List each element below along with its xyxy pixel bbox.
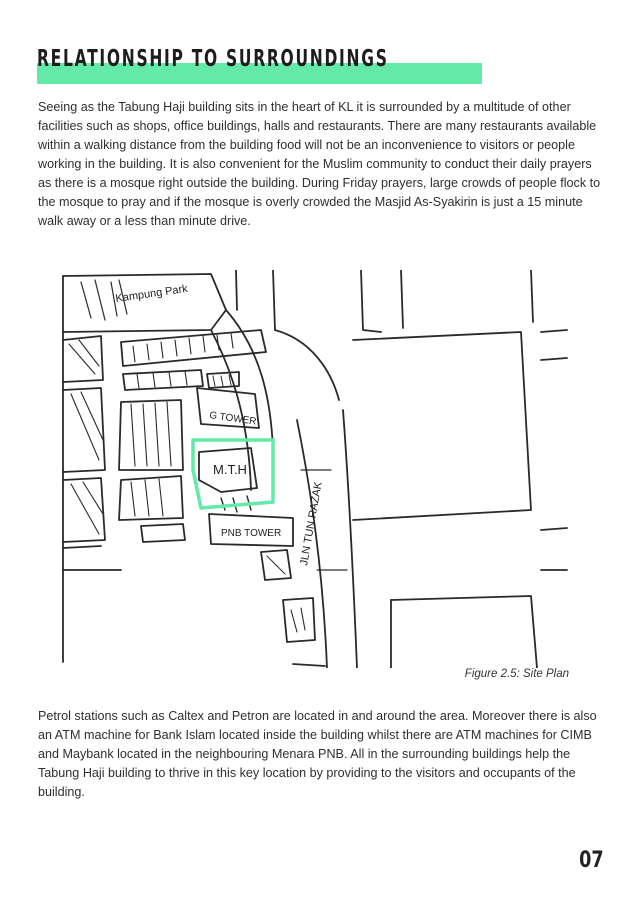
heading-block: [37, 40, 482, 86]
g-tower-label: G TOWER: [208, 410, 258, 428]
closing-paragraph: Petrol stations such as Caltex and Petron are located in and around the area. Moreover there is also an ATM machine for Bank Islam located inside the building whilst there are ATM machines for CIMB and Maybank located in the neighbouring Menara PNB. All in the surrounding buildings help the Tabung Haji building to thrive in this key location by providing to the visitors and occupants of the building.: [38, 709, 597, 799]
mth-label: M.T.H: [213, 462, 247, 477]
jalan-tun-razak-label: JLN TUN RAZAK: [298, 480, 325, 567]
page-number: 07: [579, 848, 604, 873]
page-heading: RELATIONSHIP TO SURROUNDINGS: [37, 44, 389, 72]
kampung-park-label: Kampung Park: [114, 282, 189, 305]
figure-caption: Figure 2.5: Site Plan: [464, 668, 569, 680]
site-plan-sketch: [61, 270, 569, 668]
intro-paragraph: Seeing as the Tabung Haji building sits in the heart of KL it is surrounded by a multitude of other facilities such as shops, office buildings, halls and restaurants. There are many restaurants available within a walking distance from the building food will not be an inconvenience to visitors or people working in the building. It is also convenient for the Muslim community to conduct their daily prayers as there is a mosque right outside the building. During Friday prayers, large crowds of people flock to the mosque to pray and if the mosque is overly crowded the Masjid As-Syakirin is just a 15 minute walk away or a less than minute drive.: [38, 100, 601, 228]
pnb-tower-label: PNB TOWER: [221, 528, 282, 539]
